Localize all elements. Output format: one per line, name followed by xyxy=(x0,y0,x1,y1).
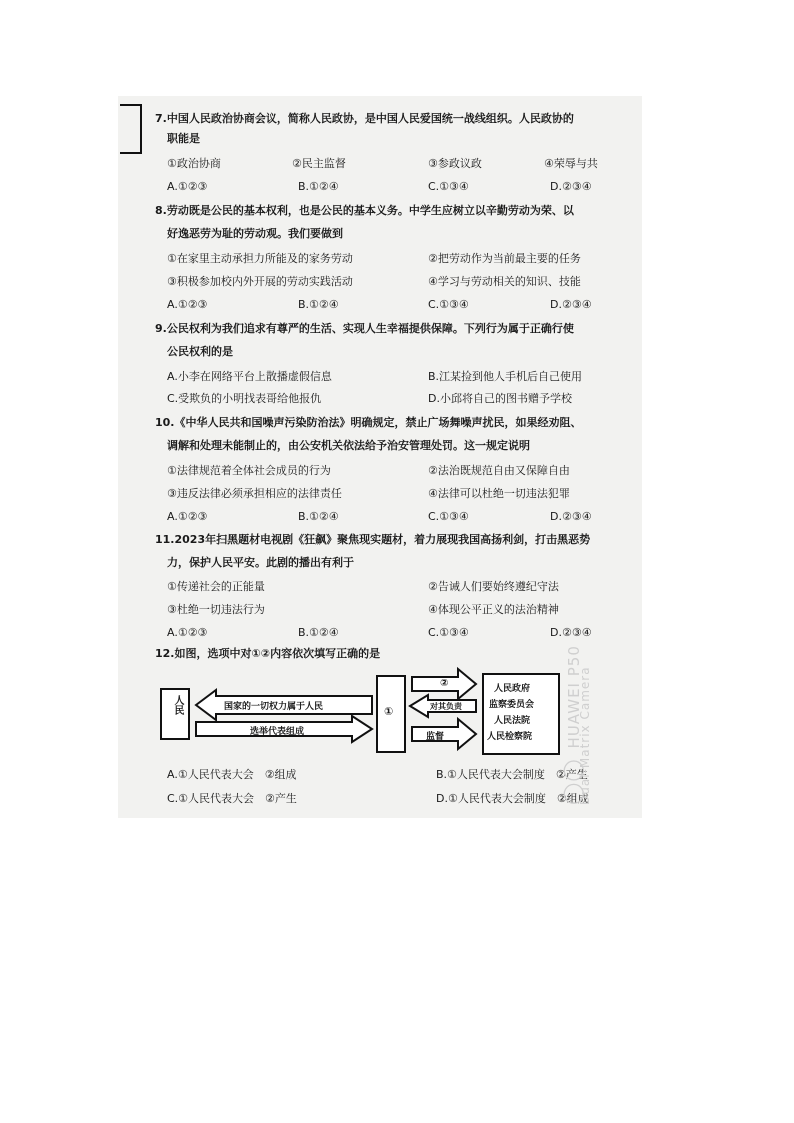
q11-choice-a: A.①②③ xyxy=(167,626,208,639)
q12-choice-c: C.①人民代表大会 ②产生 xyxy=(167,792,297,805)
q11-choice-b: B.①②④ xyxy=(298,626,339,639)
q9-choice-b: B.江某捡到他人手机后自己使用 xyxy=(428,370,583,383)
arrow-super-label: 监督 xyxy=(426,732,445,742)
q11-choice-c: C.①③④ xyxy=(428,626,469,639)
camera-logo-icon: ◯◯ xyxy=(560,758,584,805)
q9-choice-d: D.小邱将自己的图书赠予学校 xyxy=(428,392,572,405)
q7-choice-c: C.①③④ xyxy=(428,180,469,193)
q8-stem-line2: 好逸恶劳为耻的劳动观。我们要做到 xyxy=(167,227,343,240)
q9-stem-line2: 公民权利的是 xyxy=(167,345,233,358)
q8-choice-a: A.①②③ xyxy=(167,298,208,311)
q12-diagram xyxy=(160,665,580,760)
q9-choice-c: C.受欺负的小明找表哥给他报仇 xyxy=(167,392,322,405)
q11-item-3: ③杜绝一切违法行为 xyxy=(167,603,265,616)
q7-item-1: ①政治协商 xyxy=(167,157,221,170)
q10-choice-c: C.①③④ xyxy=(428,510,469,523)
q7-item-3: ③参政议政 xyxy=(428,157,482,170)
arrow-resp-label: 对其负责 xyxy=(430,702,462,711)
q10-choice-b: B.①②④ xyxy=(298,510,339,523)
q10-choice-d: D.②③④ xyxy=(550,510,592,523)
q7-item-4: ④荣辱与共 xyxy=(544,157,598,170)
organ-government: 人民政府 xyxy=(494,684,531,694)
watermark-brand: HUAWEI P50 xyxy=(565,645,583,749)
q11-item-1: ①传递社会的正能量 xyxy=(167,580,265,593)
center-label: ① xyxy=(384,705,394,718)
q12-choice-b: B.①人民代表大会制度 ②产生 xyxy=(436,768,588,781)
binding-bracket xyxy=(120,104,142,154)
organ-procuratorate: 人民检察院 xyxy=(487,732,533,742)
q10-stem-line1: 10.《中华人民共和国噪声污染防治法》明确规定，禁止广场舞噪声扰民，如果经劝阻、 xyxy=(155,416,582,429)
camera-watermark-sub xyxy=(578,666,592,805)
q7-stem-line2: 职能是 xyxy=(167,132,200,145)
q12-choice-a: A.①人民代表大会 ②组成 xyxy=(167,768,297,781)
q12-choice-d: D.①人民代表大会制度 ②组成 xyxy=(436,792,589,805)
q8-item-3: ③积极参加校内外开展的劳动实践活动 xyxy=(167,275,353,288)
people-label: 人民 xyxy=(172,695,183,715)
q7-item-2: ②民主监督 xyxy=(292,157,346,170)
q10-item-2: ②法治既规范自由又保障自由 xyxy=(428,464,570,477)
watermark-sub: Dual-Matrix Camera xyxy=(578,666,592,805)
q11-stem-line1: 11.2023年扫黑题材电视剧《狂飙》聚焦现实题材，着力展现我国高扬利剑，打击黑恶势 xyxy=(155,533,591,546)
q8-stem-line1: 8.劳动既是公民的基本权利，也是公民的基本义务。中学生应树立以辛勤劳动为荣、以 xyxy=(155,204,574,217)
q8-item-4: ④学习与劳动相关的知识、技能 xyxy=(428,275,581,288)
arrow-power-label: 国家的一切权力属于人民 xyxy=(224,702,324,712)
q7-choice-d: D.②③④ xyxy=(550,180,592,193)
q8-choice-d: D.②③④ xyxy=(550,298,592,311)
q8-choice-b: B.①②④ xyxy=(298,298,339,311)
q7-stem-line1: 7.中国人民政治协商会议，简称人民政协，是中国人民爱国统一战线组织。人民政协的 xyxy=(155,112,574,125)
q9-stem-line1: 9.公民权利为我们追求有尊严的生活、实现人生幸福提供保障。下列行为属于正确行使 xyxy=(155,322,574,335)
arrow-elect-label: 选举代表组成 xyxy=(250,727,305,737)
q10-item-1: ①法律规范着全体社会成员的行为 xyxy=(167,464,331,477)
q10-stem-line2: 调解和处理未能制止的，由公安机关依法给予治安管理处罚。这一规定说明 xyxy=(167,439,530,452)
q11-item-4: ④体现公平正义的法治精神 xyxy=(428,603,559,616)
q7-choice-b: B.①②④ xyxy=(298,180,339,193)
q8-choice-c: C.①③④ xyxy=(428,298,469,311)
q10-choice-a: A.①②③ xyxy=(167,510,208,523)
organ-supervisory: 监察委员会 xyxy=(489,700,535,710)
q8-item-1: ①在家里主动承担力所能及的家务劳动 xyxy=(167,252,353,265)
q11-stem-line2: 力，保护人民平安。此剧的播出有利于 xyxy=(167,556,354,569)
q7-choice-a: A.①②③ xyxy=(167,180,208,193)
q10-item-3: ③违反法律必须承担相应的法律责任 xyxy=(167,487,342,500)
arrow-2-label: ② xyxy=(440,678,449,689)
q9-choice-a: A.小李在网络平台上散播虚假信息 xyxy=(167,370,332,383)
q11-choice-d: D.②③④ xyxy=(550,626,592,639)
q10-item-4: ④法律可以杜绝一切违法犯罪 xyxy=(428,487,570,500)
q8-item-2: ②把劳动作为当前最主要的任务 xyxy=(428,252,581,265)
organ-court: 人民法院 xyxy=(494,716,531,726)
q11-item-2: ②告诫人们要始终遵纪守法 xyxy=(428,580,559,593)
q12-stem: 12.如图，选项中对①②内容依次填写正确的是 xyxy=(155,647,381,660)
